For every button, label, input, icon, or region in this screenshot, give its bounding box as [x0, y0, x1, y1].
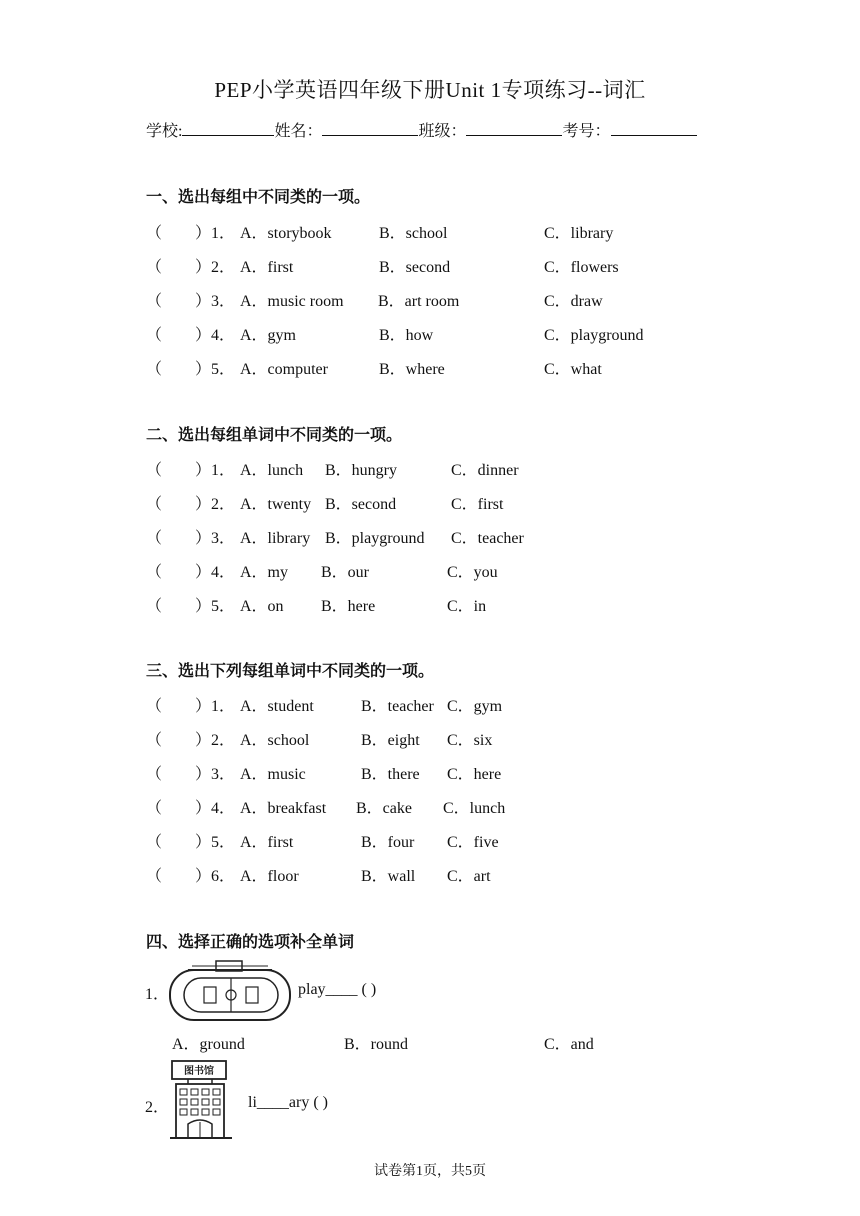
- option-b[interactable]: B．second: [379, 259, 451, 276]
- option-b[interactable]: B．where: [379, 361, 445, 378]
- question-number: ）4．: [195, 564, 236, 581]
- question-row: [0, 559, 860, 579]
- question-number: ）3．: [195, 530, 236, 547]
- class-blank[interactable]: [466, 120, 562, 136]
- option-b[interactable]: B．school: [379, 225, 448, 242]
- section-3-heading: 三、选出下列每组单词中不同类的一项。: [146, 661, 435, 680]
- playground-image: [168, 958, 293, 1024]
- answer-paren-open[interactable]: （: [146, 327, 163, 344]
- school-label: 学校:: [146, 123, 183, 140]
- option-b[interactable]: B．how: [379, 327, 434, 344]
- question-number: ）4．: [195, 327, 236, 344]
- answer-paren-open[interactable]: （: [146, 698, 163, 715]
- option-c[interactable]: C．here: [447, 766, 502, 783]
- name-blank[interactable]: [322, 120, 418, 136]
- option-a[interactable]: A．storybook: [240, 225, 332, 242]
- option-a[interactable]: A．student: [240, 698, 314, 715]
- section-2-heading: 二、选出每组单词中不同类的一项。: [146, 425, 403, 444]
- option-c[interactable]: C．five: [447, 834, 499, 851]
- question-number: ）2．: [195, 259, 236, 276]
- question-row: [0, 795, 860, 815]
- q4-1-option-a[interactable]: A．ground: [172, 1036, 245, 1053]
- option-a[interactable]: A．school: [240, 732, 310, 749]
- question-number: ）4．: [195, 800, 236, 817]
- question-number: ）2．: [195, 496, 236, 513]
- option-b[interactable]: B．hungry: [325, 462, 398, 479]
- option-c[interactable]: C．six: [447, 732, 493, 749]
- q4-1-option-c[interactable]: C．and: [544, 1036, 594, 1053]
- option-a[interactable]: A．first: [240, 259, 294, 276]
- question-number: ）2．: [195, 732, 236, 749]
- answer-paren-open[interactable]: （: [146, 361, 163, 378]
- question-row: [0, 525, 860, 545]
- option-a[interactable]: A．computer: [240, 361, 328, 378]
- option-a[interactable]: A．breakfast: [240, 800, 327, 817]
- q4-1-number: 1．: [145, 986, 170, 1003]
- question-row: [0, 727, 860, 747]
- question-row: [0, 693, 860, 713]
- question-number: ）1．: [195, 225, 236, 242]
- option-b[interactable]: B．playground: [325, 530, 425, 547]
- answer-paren-open[interactable]: （: [146, 259, 163, 276]
- option-c[interactable]: C．playground: [544, 327, 644, 344]
- question-row: [0, 322, 860, 342]
- answer-paren-open[interactable]: （: [146, 598, 163, 615]
- option-b[interactable]: B．art room: [378, 293, 460, 310]
- page-title: PEP小学英语四年级下册Unit 1专项练习--词汇: [214, 78, 646, 102]
- question-row: [0, 863, 860, 883]
- id-blank[interactable]: [611, 120, 697, 136]
- question-number: ）6．: [195, 868, 236, 885]
- question-row: [0, 593, 860, 613]
- library-image: [168, 1058, 236, 1142]
- section-4-heading: 四、选择正确的选项补全单词: [146, 932, 355, 951]
- option-c[interactable]: C．you: [447, 564, 498, 581]
- question-row: [0, 220, 860, 240]
- question-row: [0, 254, 860, 274]
- answer-paren-open[interactable]: （: [146, 462, 163, 479]
- q4-2-number: 2．: [145, 1099, 170, 1116]
- option-a[interactable]: A．library: [240, 530, 311, 547]
- option-c[interactable]: C．flowers: [544, 259, 619, 276]
- answer-paren-open[interactable]: （: [146, 225, 163, 242]
- option-a[interactable]: A．gym: [240, 327, 297, 344]
- question-row: [0, 491, 860, 511]
- question-row: [0, 288, 860, 308]
- option-a[interactable]: A．music: [240, 766, 306, 783]
- question-number: ）5．: [195, 598, 236, 615]
- option-c[interactable]: C．dinner: [451, 462, 519, 479]
- option-c[interactable]: C．first: [451, 496, 504, 513]
- answer-paren-open[interactable]: （: [146, 293, 163, 310]
- question-number: ）3．: [195, 293, 236, 310]
- answer-paren-open[interactable]: （: [146, 564, 163, 581]
- option-b[interactable]: B．teacher: [361, 698, 434, 715]
- option-c[interactable]: C．what: [544, 361, 602, 378]
- option-a[interactable]: A．my: [240, 564, 289, 581]
- name-label: 姓名：: [274, 123, 323, 140]
- option-b[interactable]: B．four: [361, 834, 415, 851]
- library-sign-text: 图书馆: [184, 1066, 214, 1077]
- option-a[interactable]: A．twenty: [240, 496, 312, 513]
- question-row: [0, 356, 860, 376]
- question-number: ）5．: [195, 361, 236, 378]
- option-c[interactable]: C．in: [447, 598, 487, 615]
- option-c[interactable]: C．teacher: [451, 530, 524, 547]
- answer-paren-open[interactable]: （: [146, 834, 163, 851]
- answer-paren-open[interactable]: （: [146, 732, 163, 749]
- option-c[interactable]: C．art: [447, 868, 491, 885]
- option-b[interactable]: B．cake: [356, 800, 412, 817]
- student-info-line: [146, 118, 697, 141]
- option-a[interactable]: A．on: [240, 598, 284, 615]
- question-number: ）1．: [195, 462, 236, 479]
- school-blank[interactable]: [182, 120, 274, 136]
- question-row: [0, 761, 860, 781]
- option-b[interactable]: B．our: [321, 564, 370, 581]
- option-c[interactable]: C．draw: [544, 293, 603, 310]
- option-c[interactable]: C．library: [544, 225, 614, 242]
- option-c[interactable]: C．lunch: [443, 800, 506, 817]
- section-1-heading: 一、选出每组中不同类的一项。: [146, 187, 371, 206]
- answer-paren-open[interactable]: （: [146, 530, 163, 547]
- option-b[interactable]: B．wall: [361, 868, 416, 885]
- option-b[interactable]: B．eight: [361, 732, 420, 749]
- question-number: ）5．: [195, 834, 236, 851]
- option-c[interactable]: C．gym: [447, 698, 503, 715]
- question-number: ）1．: [195, 698, 236, 715]
- answer-paren-open[interactable]: （: [146, 800, 163, 817]
- page-footer: 试卷第1页，共5页: [374, 1164, 486, 1179]
- question-row: [0, 829, 860, 849]
- q4-2-word: li____ary ( ): [248, 1094, 328, 1111]
- answer-paren-open[interactable]: （: [146, 496, 163, 513]
- option-a[interactable]: A．lunch: [240, 462, 304, 479]
- q4-1-option-b[interactable]: B．round: [344, 1036, 409, 1053]
- option-b[interactable]: B．here: [321, 598, 376, 615]
- option-b[interactable]: B．second: [325, 496, 397, 513]
- option-a[interactable]: A．floor: [240, 868, 299, 885]
- id-label: 考号：: [562, 123, 611, 140]
- question-number: ）3．: [195, 766, 236, 783]
- class-label: 班级：: [418, 123, 467, 140]
- question-row: [0, 457, 860, 477]
- answer-paren-open[interactable]: （: [146, 868, 163, 885]
- option-a[interactable]: A．music room: [240, 293, 344, 310]
- option-a[interactable]: A．first: [240, 834, 294, 851]
- q4-1-word: play____ ( ): [298, 981, 377, 998]
- answer-paren-open[interactable]: （: [146, 766, 163, 783]
- option-b[interactable]: B．there: [361, 766, 420, 783]
